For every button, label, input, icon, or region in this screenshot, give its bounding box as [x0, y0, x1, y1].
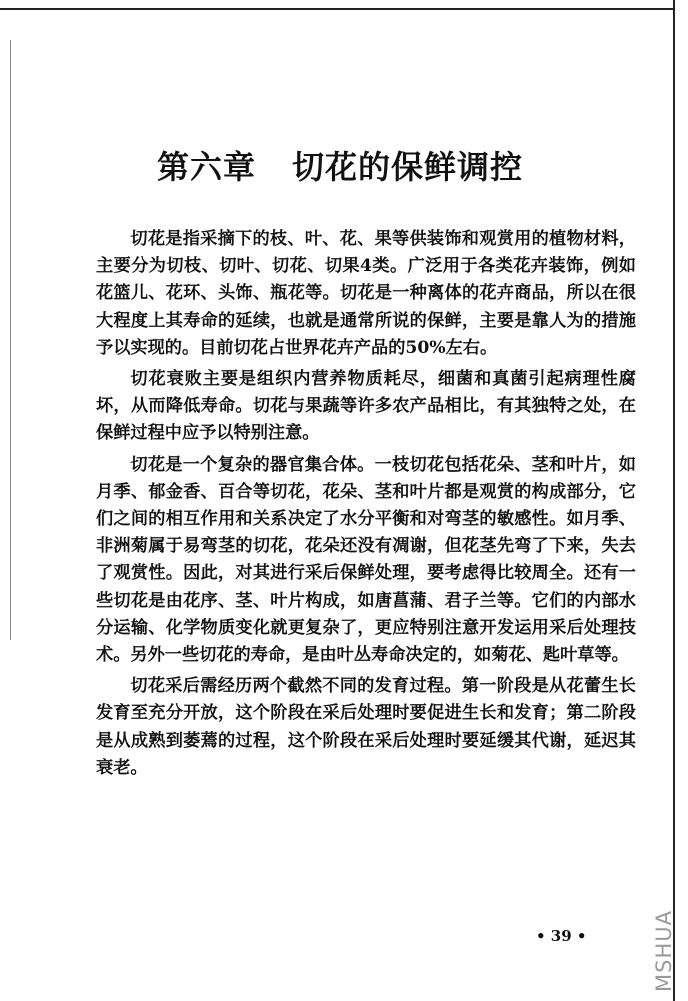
- chapter-heading: [0, 142, 680, 188]
- top-border-line: [0, 8, 674, 10]
- paragraph-3: 切花是一个复杂的器官集合体。一枝切花包括花朵、茎和叶片，如月季、郁金香、百合等切花，花朵、茎和叶片都是观赏的构成部分，它们之间的相互作用和关系决定了水分平衡和对弯茎的敏感性。如月季、非洲菊属于易弯茎的切花，花朵还没有凋谢，但花茎先弯了下来，失去了观赏性。因此，对其进行采后保鲜处理，要考虑得比较周全。还有一些切花是由花序、茎、叶片构成，如唐菖蒲、君子兰等。它们的内部水分运输、化学物质变化就更复杂了，更应特别注意开发运用采后处理技术。另外一些切花的寿命，是由叶丛寿命决定的，如菊花、匙叶草等。: [96, 454, 636, 666]
- left-scan-shadow: [10, 40, 11, 640]
- page-number: • 39 •: [536, 927, 587, 945]
- paragraph-4: 切花采后需经历两个截然不同的发育过程。第一阶段是从花蕾生长发育至充分开放，这个阶段在采后处理时要促进生长和发育；第二阶段是从成熟到萎蔫的过程，这个阶段在采后处理时要延缓其代谢，延迟其衰老。: [96, 676, 636, 778]
- paragraph-2: 切花衰败主要是组织内营养物质耗尽，细菌和真菌引起病理性腐坏，从而降低寿命。切花与果蔬等许多农产品相比，有其独特之处，在保鲜过程中应予以特别注意。: [96, 369, 636, 444]
- paragraph-1: 切花是指采摘下的枝、叶、花、果等供装饰和观赏用的植物材料，主要分为切枝、切叶、切花、切果4类。广泛用于各类花卉装饰，例如花篮儿、花环、头饰、瓶花等。切花是一种离体的花卉商品，所以在很大程度上其寿命的延续，也就是通常所说的保鲜，主要是靠人为的措施予以实现的。目前切花占世界花卉产品的50%左右。: [96, 229, 636, 358]
- chapter-title: 切花的保鲜调控: [292, 148, 524, 186]
- chapter-body: [96, 226, 636, 786]
- watermark: MSHUA: [652, 910, 676, 992]
- chapter-number: 第六章: [156, 148, 256, 186]
